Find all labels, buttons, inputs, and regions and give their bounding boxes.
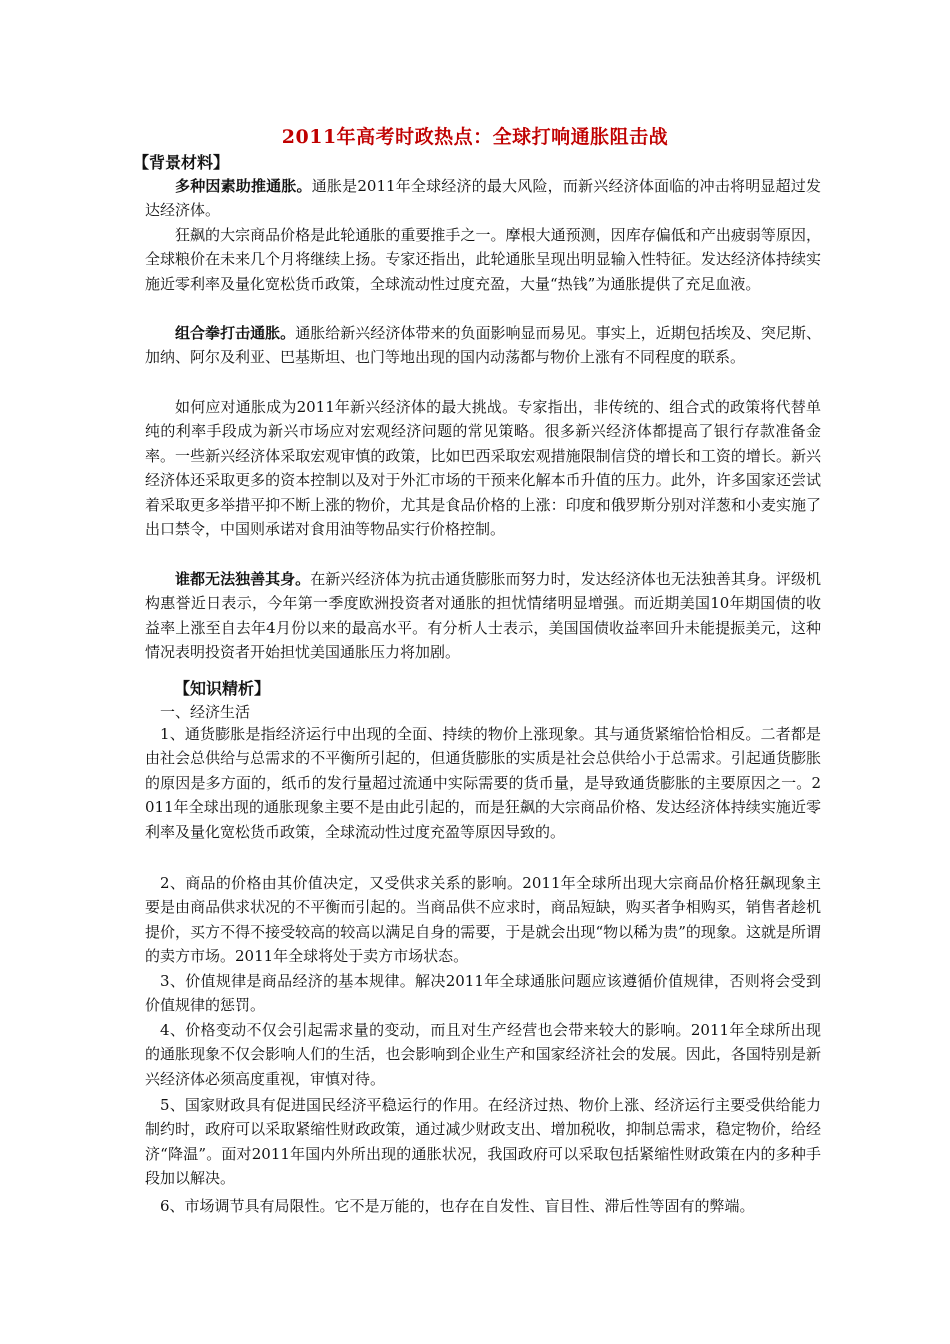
paragraph-text: 在新兴经济体为抗击通货膨胀而努力时，发达经济体也无法独善其身。评级机构惠誉近日表示，今年第一季度欧洲投资者对通胀的担忧情绪明显增强。而近期美国10年期国债的收益率上涨至自去年4月份以来的最高水平。有分析人士表示，美国国债收益率回升未能提振美元，这种情况表明投资者开始担忧美国通胀压力将加剧。	[145, 570, 821, 662]
paragraph-text: 狂飙的大宗商品价格是此轮通胀的重要推手之一。摩根大通预测，因库存偏低和产出疲弱等原因，全球粮价在未来几个月将继续上扬。专家还指出，此轮通胀呈现出明显输入性特征。发达经济体持续实施近零利率及量化宽松货币政策，全球流动性过度充盈，大量“热钱”为通胀提供了充足血液。	[145, 226, 821, 293]
paragraph-lead: 多种因素助推通胀。	[175, 177, 312, 195]
paragraph-lead: 组合拳打击通胀。	[175, 324, 296, 342]
document-title: 2011年高考时政热点：全球打响通胀阻击战	[281, 126, 669, 148]
analysis-point: 1、通货膨胀是指经济运行中出现的全面、持续的物价上涨现象。其与通货紧缩恰恰相反。二者都是由社会总供给与总需求的不平衡所引起的，但通货膨胀的实质是社会总供给小于总需求。引起通货膨胀的原因是多方面的，纸币的发行量超过流通中实际需要的货币量，是导致通货膨胀的主要原因之一。2011年全球出现的通胀现象主要不是由此引起的，而是狂飙的大宗商品价格、发达经济体持续实施近零利率及量化宽松货币政策，全球流动性过度充盈等原因导致的。	[145, 725, 821, 841]
paragraph-text: 通胀给新兴经济体带来的负面影响显而易见。事实上，近期包括埃及、突尼斯、加纳、阿尔及利亚、巴基斯坦、也门等地出现的国内动荡都与物价上涨有不同程度的联系。	[145, 324, 821, 367]
analysis-point: 3、价值规律是商品经济的基本规律。解决2011年全球通胀问题应该遵循价值规律，否则将会受到价值规律的惩罚。	[145, 972, 821, 1015]
analysis-point: 6、市场调节具有局限性。它不是万能的，也存在自发性、盲目性、滞后性等固有的弊端。	[160, 1197, 755, 1215]
background-paragraph	[145, 567, 821, 665]
analysis-point: 5、国家财政具有促进国民经济平稳运行的作用。在经济过热、物价上涨、经济运行主要受供给能力制约时，政府可以采取紧缩性财政政策，通过减少财政支出、增加税收，抑制总需求，稳定物价，给经济“降温”。面对2011年国内外所出现的通胀状况，我国政府可以采取包括紧缩性财政策在内的多种手段加以解决。	[145, 1096, 821, 1188]
paragraph-lead: 谁都无法独善其身。	[175, 570, 311, 588]
analysis-point: 2、商品的价格由其价值决定，又受供求关系的影响。2011年全球所出现大宗商品价格狂飙现象主要是由商品供求状况的不平衡而引起的。当商品供不应求时，商品短缺，购买者争相购买，销售者趁机提价，买方不得不接受较高的较高以满足自身的需要，于是就会出现“物以稀为贵”的现象。这就是所谓的卖方市场。2011年全球将处于卖方市场状态。	[145, 874, 821, 966]
background-paragraph	[145, 174, 821, 223]
background-heading: 【背景材料】	[133, 153, 230, 172]
background-paragraph	[145, 321, 821, 370]
paragraph-text: 如何应对通胀成为2011年新兴经济体的最大挑战。专家指出，非传统的、组合式的政策将代替单纯的利率手段成为新兴市场应对宏观经济问题的常见策略。很多新兴经济体都提高了银行存款准备金率。一些新兴经济体采取宏观审慎的政策，比如巴西采取宏观措施限制信贷的增长和工资的增长。新兴经济体还采取更多的资本控制以及对于外汇市场的干预来化解本币升值的压力。此外，许多国家还尝试着采取更多举措平抑不断上涨的物价，尤其是食品价格的上涨：印度和俄罗斯分别对洋葱和小麦实施了出口禁令，中国则承诺对食用油等物品实行价格控制。	[145, 398, 821, 539]
analysis-point: 4、价格变动不仅会引起需求量的变动，而且对生产经营也会带来较大的影响。2011年全球所出现的通胀现象不仅会影响人们的生活，也会影响到企业生产和国家经济社会的发展。因此，各国特别是新兴经济体必须高度重视，审慎对待。	[145, 1021, 821, 1088]
paragraph-text: 通胀是2011年全球经济的最大风险，而新兴经济体面临的冲击将明显超过发达经济体。	[145, 177, 821, 220]
background-paragraph	[145, 223, 821, 296]
analysis-heading: 【知识精析】	[174, 679, 271, 698]
analysis-subheading: 一、经济生活	[160, 703, 251, 721]
background-paragraph	[145, 395, 821, 541]
